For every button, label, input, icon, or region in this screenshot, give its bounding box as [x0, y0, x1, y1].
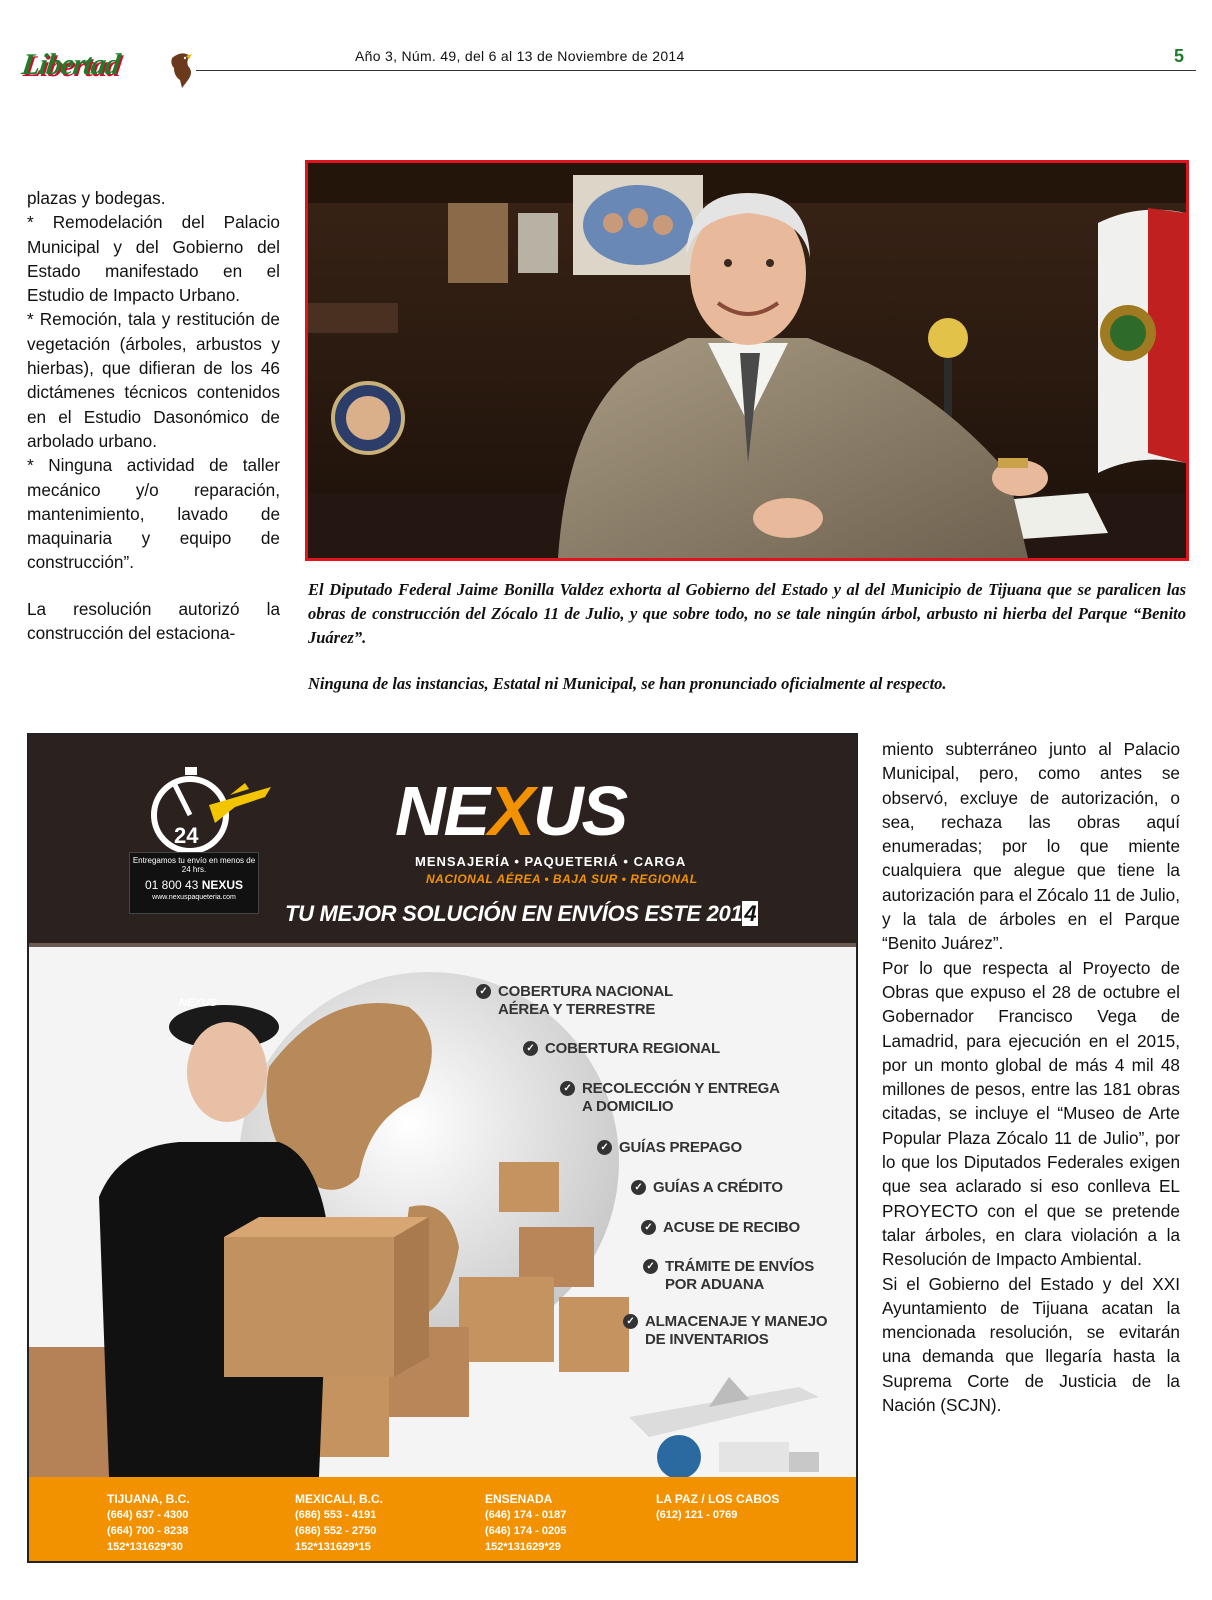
check-icon: ✓ — [476, 984, 491, 999]
check-icon: ✓ — [643, 1259, 658, 1274]
masthead — [18, 40, 1194, 92]
toll-free-brand: NEXUS — [201, 878, 244, 892]
feature-label: GUÍAS A CRÉDITO — [653, 1179, 783, 1196]
logo-wordmark: Libertad — [19, 48, 122, 81]
office-city: ENSENADA — [485, 1492, 553, 1506]
ad-header-band — [29, 735, 856, 947]
office-ensenada — [485, 1491, 566, 1555]
feature-label: TRÁMITE DE ENVÍOS POR ADUANA — [665, 1258, 815, 1293]
feature-label: ALMACENAJE Y MANEJO DE INVENTARIOS — [645, 1313, 828, 1348]
stopwatch-airplane-icon — [145, 765, 275, 857]
feature-label: ACUSE DE RECIBO — [663, 1219, 801, 1236]
office-city: TIJUANA, B.C. — [107, 1492, 190, 1506]
office-phone[interactable]: (612) 121 - 0769 — [656, 1509, 738, 1521]
brand-part: US — [532, 772, 627, 850]
globe-boxes-illustration — [29, 947, 856, 1477]
office-phone[interactable]: 152*131629*15 — [295, 1541, 371, 1553]
issue-dateline: Año 3, Núm. 49, del 6 al 13 de Noviembre de 2014 — [355, 48, 685, 64]
feature-item — [523, 1040, 720, 1058]
slogan-text: TU MEJOR SOLUCIÓN EN ENVÍOS ESTE 201 — [285, 901, 743, 926]
ad-offices-band — [29, 1477, 856, 1563]
slogan-end: 4 — [744, 901, 757, 926]
check-icon: ✓ — [631, 1180, 646, 1195]
nexus-wordmark — [395, 771, 626, 851]
feature-item — [623, 1313, 827, 1349]
nexus-logo — [395, 763, 735, 849]
check-icon: ✓ — [597, 1140, 612, 1155]
ad-slogan — [285, 901, 758, 927]
feature-label: GUÍAS PREPAGO — [619, 1139, 742, 1156]
feature-item — [643, 1258, 814, 1294]
clock-number: 24 — [174, 823, 199, 848]
office-phone[interactable]: 152*131629*29 — [485, 1541, 561, 1553]
eagle-icon — [168, 50, 194, 90]
office-tijuana — [107, 1491, 190, 1555]
toll-free-prefix: 01 800 43 — [144, 878, 202, 892]
check-icon: ✓ — [560, 1081, 575, 1096]
office-mexicali — [295, 1491, 383, 1555]
paragraph: miento subterráneo junto al Palacio Municipal, pero, como antes se observó, excluye de autorización, o sea, rechaza las obras aquí enumeradas; por lo que miente cualquiera que alegue que tiene la autorización para el Zócalo 11 de Julio, y la tala de árboles en el Parque “Benito Juárez”. — [882, 739, 1180, 954]
brand-x: X — [488, 772, 533, 850]
masthead-rule — [196, 70, 1196, 71]
coverage-line: NACIONAL AÉREA • BAJA SUR • REGIONAL — [426, 872, 698, 886]
feature-label: COBERTURA NACIONAL AÉREA Y TERRESTRE — [498, 983, 674, 1018]
photo-illustration — [308, 163, 1186, 558]
check-icon: ✓ — [641, 1220, 656, 1235]
nexus-advertisement[interactable] — [27, 733, 858, 1563]
office-phone[interactable]: (686) 552 - 2750 — [295, 1525, 377, 1537]
paragraph-gap — [27, 575, 280, 597]
paragraph: * Remoción, tala y restitución de vegetación (árboles, arbustos y hierbas), que difieran de los 46 dictámenes técnicos contenidos en el Estudio Dasonómico de arbolado urbano. — [27, 309, 280, 451]
feature-item — [631, 1179, 783, 1197]
feature-item — [560, 1080, 780, 1116]
contact-box — [129, 852, 259, 914]
brand-part: NE — [395, 772, 489, 850]
paragraph: * Ninguna actividad de taller mecánico y/o reparación, mantenimiento, lavado de maquinaria y equipo de construcción”. — [27, 455, 280, 573]
feature-item — [476, 983, 673, 1019]
office-phone[interactable]: (664) 637 - 4300 — [107, 1509, 189, 1521]
office-phone[interactable]: (646) 174 - 0187 — [485, 1509, 567, 1521]
cap-logo: NEXUS — [179, 997, 217, 1009]
newspaper-logo[interactable] — [18, 46, 193, 88]
left-text-column — [27, 186, 280, 645]
toll-free-number[interactable] — [130, 878, 258, 892]
office-city: LA PAZ / LOS CABOS — [656, 1492, 780, 1506]
office-phone[interactable]: (646) 174 - 0205 — [485, 1525, 567, 1537]
office-la-paz-los-cabos — [656, 1491, 779, 1523]
paragraph: Si el Gobierno del Estado y del XXI Ayuntamiento de Tijuana acatan la mencionada resolución, se evitarán una demanda que llegaría hasta la Suprema Corte de Justicia de la Nación (SCJN). — [882, 1273, 1180, 1416]
services-line: MENSAJERÍA • PAQUETERIÁ • CARGA — [415, 854, 687, 869]
feature-item — [597, 1139, 742, 1157]
office-phone[interactable]: (664) 700 - 8238 — [107, 1525, 189, 1537]
check-icon: ✓ — [623, 1314, 638, 1329]
right-text-column — [882, 737, 1180, 1417]
check-icon: ✓ — [523, 1041, 538, 1056]
office-phone[interactable]: (686) 553 - 4191 — [295, 1509, 377, 1521]
ad-main-panel — [29, 947, 856, 1477]
feature-item — [641, 1219, 800, 1237]
photo-caption: El Diputado Federal Jaime Bonilla Valdez exhorta al Gobierno del Estado y al del Municipio de Tijuana que se paralicen las obras de construcción del Zócalo 11 de Julio, y que sobre todo, no se tale ningún árbol, arbusto ni hierba del Parque “Benito Juárez”. — [308, 580, 1186, 647]
paragraph: plazas y bodegas. — [27, 188, 166, 208]
paragraph: * Remodelación del Palacio Municipal y del Gobierno del Estado manifestado en el Estudio de Impacto Urbano. — [27, 212, 280, 306]
page-number: 5 — [1173, 46, 1184, 66]
feature-label: COBERTURA REGIONAL — [545, 1040, 721, 1057]
paragraph: La resolución autorizó la construcción del estaciona- — [27, 598, 280, 644]
photo-caption-note: Ninguna de las instancias, Estatal ni Municipal, se han pronunciado oficialmente al respecto. — [308, 674, 947, 693]
office-city: MEXICALI, B.C. — [295, 1492, 384, 1506]
paragraph: Por lo que respecta al Proyecto de Obras que expuso el 28 de octubre el Gobernador Francisco Vega de Lamadrid, para ejecución en el 2015, por un monto global de más 4 mil 48 millones de pesos, entre las 181 obras citadas, se incluye el “Museo de Arte Popular Plaza Zócalo 11 de Julio”, por lo que los Diputados Federales exigen que sea aclarado si eso conlleva EL PROYECTO con el que se pretende talar árboles, en clara violación a la Resolución de Impacto Ambiental. — [882, 957, 1180, 1270]
website-link[interactable]: www.nexuspaqueteria.com — [152, 894, 236, 901]
office-phone[interactable]: 152*131629*30 — [107, 1541, 183, 1553]
delivery-note: Entregamos tu envío en menos de 24 hrs. — [132, 856, 256, 874]
article-photo[interactable] — [305, 160, 1189, 561]
feature-label: RECOLECCIÓN Y ENTREGA A DOMICILIO — [582, 1080, 780, 1115]
